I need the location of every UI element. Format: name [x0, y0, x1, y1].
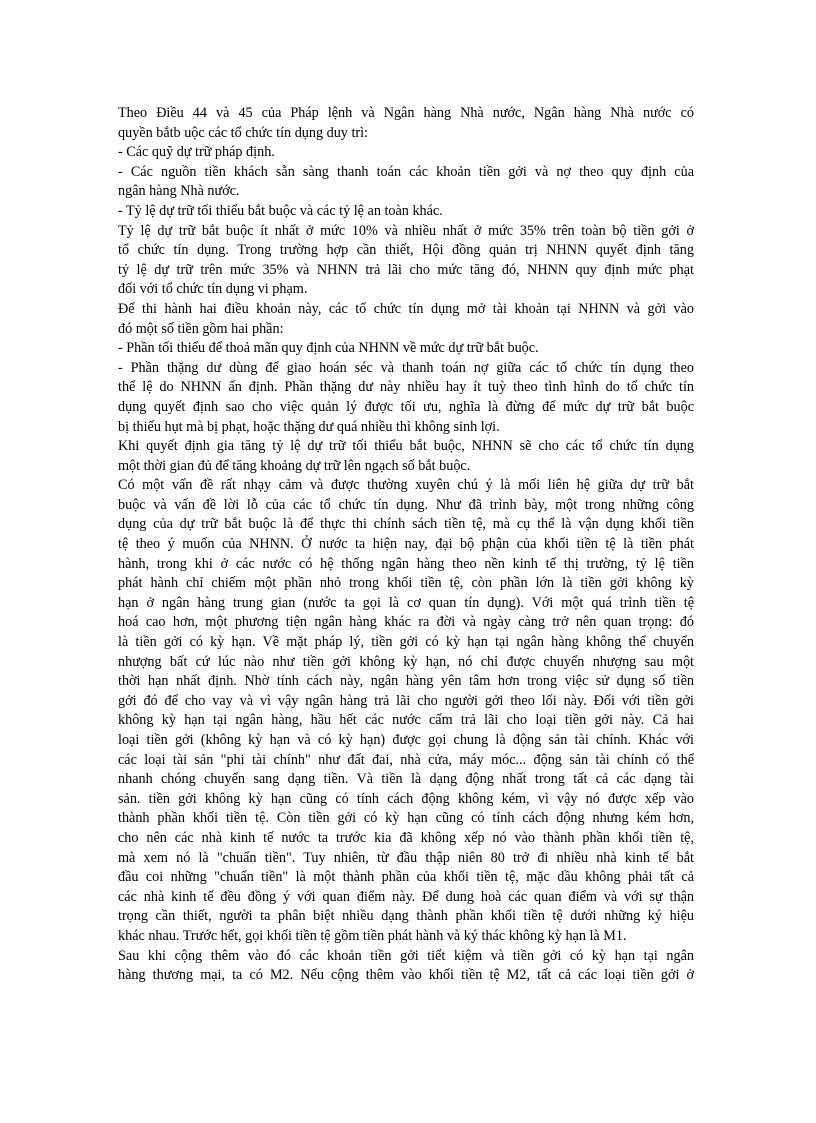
text-line: sản. tiền gởi không kỳ hạn cũng có tính cách động không kém, vì vậy nó được xếp vào — [118, 790, 694, 807]
text-line: Để thi hành hai điều khoản này, các tổ chức tín dụng mở tài khoản tại NHNN và gởi vào — [118, 300, 694, 317]
text-line: Khi quyết định gia tăng tỷ lệ dự trữ tối thiểu bắt buộc, NHNN sẽ cho các tổ chức tín dụng — [118, 438, 694, 455]
text-line: tổ chức tín dụng. Trong trường hợp cần thiết, Hội đồng quản trị NHNN quyết định tăng — [118, 242, 694, 259]
text-line: hàng thương mại, ta có M2. Nếu cộng thêm vào khối tiền tệ M2, tất cả các loại tiền gởi ở — [118, 967, 694, 984]
text-line: dụng quyết định sao cho việc quản lý được tối ưu, nghĩa là đừng để mức dự trữ bắt buộc — [118, 398, 694, 415]
text-line: Sau khi cộng thêm vào đó các khoản tiền gởi tiết kiệm và tiền gởi có kỳ hạn tại ngân — [118, 947, 694, 964]
text-line: - Tỷ lệ dự trữ tối thiểu bắt buộc và các tỷ lệ an toàn khác. — [118, 202, 443, 219]
text-line: trọng cần thiết, người ta phân biệt nhiều dạng thành phần khối tiền tệ dưới những ký hiệu — [118, 908, 694, 925]
text-line: các nhà kinh tế đều đồng ý với quan điểm này. Để dung hoà các quan điểm và với sự thận — [118, 888, 694, 905]
text-line: bị thiếu hụt mà bị phạt, hoặc thặng dư quá nhiều thì không sinh lợi. — [118, 418, 500, 435]
text-line: tỷ lệ dự trữ trên mức 35% và NHNN trả lãi cho mức tăng đó, NHNN quy định mức phạt — [118, 261, 694, 278]
text-line: loại tiền gởi (không kỳ hạn và có kỳ hạn) được gọi chung là động sản tài chính. Khác với — [118, 732, 694, 748]
text-line: đó một số tiền gồm hai phần: — [118, 320, 284, 337]
text-line: Tỷ lệ dự trữ bắt buộc ít nhất ở mức 10% và nhiều nhất ở mức 35% trên toàn bộ tiền gởi ở — [118, 222, 694, 239]
text-line: gởi đó để cho vay và vì vậy ngân hàng trả lãi cho người gởi theo lối này. Đối với tiền gởi — [118, 692, 694, 709]
text-line: Có một vấn đề rất nhạy cảm và được thường xuyên chú ý là mối liên hệ giữa dự trữ bắt — [118, 477, 694, 494]
text-line: dụng của dự trữ bắt buộc là để thực thi chính sách tiền tệ, mà cụ thể là vận dụng khối tiền — [118, 516, 694, 533]
text-line: hành, trong khi ở các nước có hệ thống ngân hàng theo nền kinh tế thị trường, tỷ lệ tiền — [118, 555, 694, 572]
text-line: - Các nguồn tiền khách sẵn sàng thanh toán các khoản tiền gởi và nợ theo quy định của — [118, 163, 694, 180]
text-line: là tiền gởi có kỳ hạn. Về mặt pháp lý, tiền gởi có kỳ hạn tại ngân hàng không thể chuyển — [118, 634, 694, 651]
text-line: - Phần tối thiểu để thoả mãn quy định của NHNN về mức dự trữ bắt buộc. — [118, 340, 539, 357]
text-line: đối với tổ chức tín dụng vi phạm. — [118, 281, 308, 298]
text-line: mà xem nó là "chuẩn tiền". Tuy nhiên, từ đầu thập niên 80 trở đi nhiều nhà kinh tế bắt — [118, 849, 694, 866]
text-line: - Các quỹ dự trữ pháp định. — [118, 144, 275, 161]
text-line: cho nên các nhà kinh tế nước ta trước kia đã không xếp nó vào thành phần khối tiền tệ, — [118, 829, 694, 846]
text-line: một thời gian đủ để tăng khoảng dự trữ lên ngạch số bắt buộc. — [118, 457, 471, 474]
text-line: ngân hàng Nhà nước. — [118, 183, 240, 200]
text-line: thời hạn nhất định. Nhờ tính cách này, ngân hàng yên tâm hơn trong việc sử dụng số tiền — [118, 673, 694, 690]
text-line: hạn ở ngân hàng trung gian (nước ta gọi là cơ quan tín dụng). Với một quá trình tiền tệ — [118, 594, 694, 611]
text-line: nhượng bất cứ lúc nào như tiền gởi không kỳ hạn, nó chỉ được chuyển nhượng sau một — [118, 653, 694, 670]
text-line: Theo Điều 44 và 45 của Pháp lệnh và Ngân hàng Nhà nước, Ngân hàng Nhà nước có — [118, 105, 694, 121]
text-line: - Phần thặng dư dùng để giao hoán séc và thanh toán nợ giữa các tổ chức tín dụng theo — [118, 359, 694, 376]
text-line: phát hành chỉ chiếm một phần nhỏ trong khối tiền tệ, còn phần lớn là tiền gởi không kỳ — [118, 575, 694, 592]
text-line: các loại tài sản "phi tài chính" như đất đai, nhà cửa, máy móc... động sản tài chính có thể — [118, 751, 694, 768]
document-body — [118, 104, 694, 986]
text-line: buộc và vấn đề lời lỗ của các tổ chức tín dụng. Như đã trình bày, một trong những công — [118, 496, 694, 513]
text-line: hoá cao hơn, một phương tiện ngân hàng khác ra đời và ngày càng trở nên quan trọng: đó — [118, 614, 694, 631]
text-line: đầu coi những "chuẩn tiền" là một thành phần của khối tiền tệ, mặc dầu không phải tất cả — [118, 869, 694, 886]
text-line: không kỳ hạn tại ngân hàng, hầu hết các nước cấm trả lãi cho loại tiền gởi này. Cả hai — [118, 712, 694, 729]
text-line: thể lệ do NHNN ấn định. Phần thặng dư này nhiều hay ít tuỳ theo tình hình do tổ chức tín — [118, 379, 694, 396]
text-line: tệ theo ý muốn của NHNN. Ở nước ta hiện nay, đại bộ phận của khối tiền tệ là tiền phát — [118, 536, 694, 553]
text-line: quyền bắtb uộc các tổ chức tín dụng duy trì: — [118, 124, 368, 141]
text-line: nhanh chóng chuyển sang dạng tiền. Và tiền là dạng động nhất trong tất cả các dạng tài — [118, 771, 694, 788]
text-line: thành phần khối tiền tệ. Còn tiền gởi có kỳ hạn cũng có tính cách động nhưng kém hơn, — [118, 810, 694, 827]
text-line: khác nhau. Trước hết, gọi khối tiền tệ gồm tiền phát hành và ký thác không kỳ hạn là M1. — [118, 927, 627, 944]
